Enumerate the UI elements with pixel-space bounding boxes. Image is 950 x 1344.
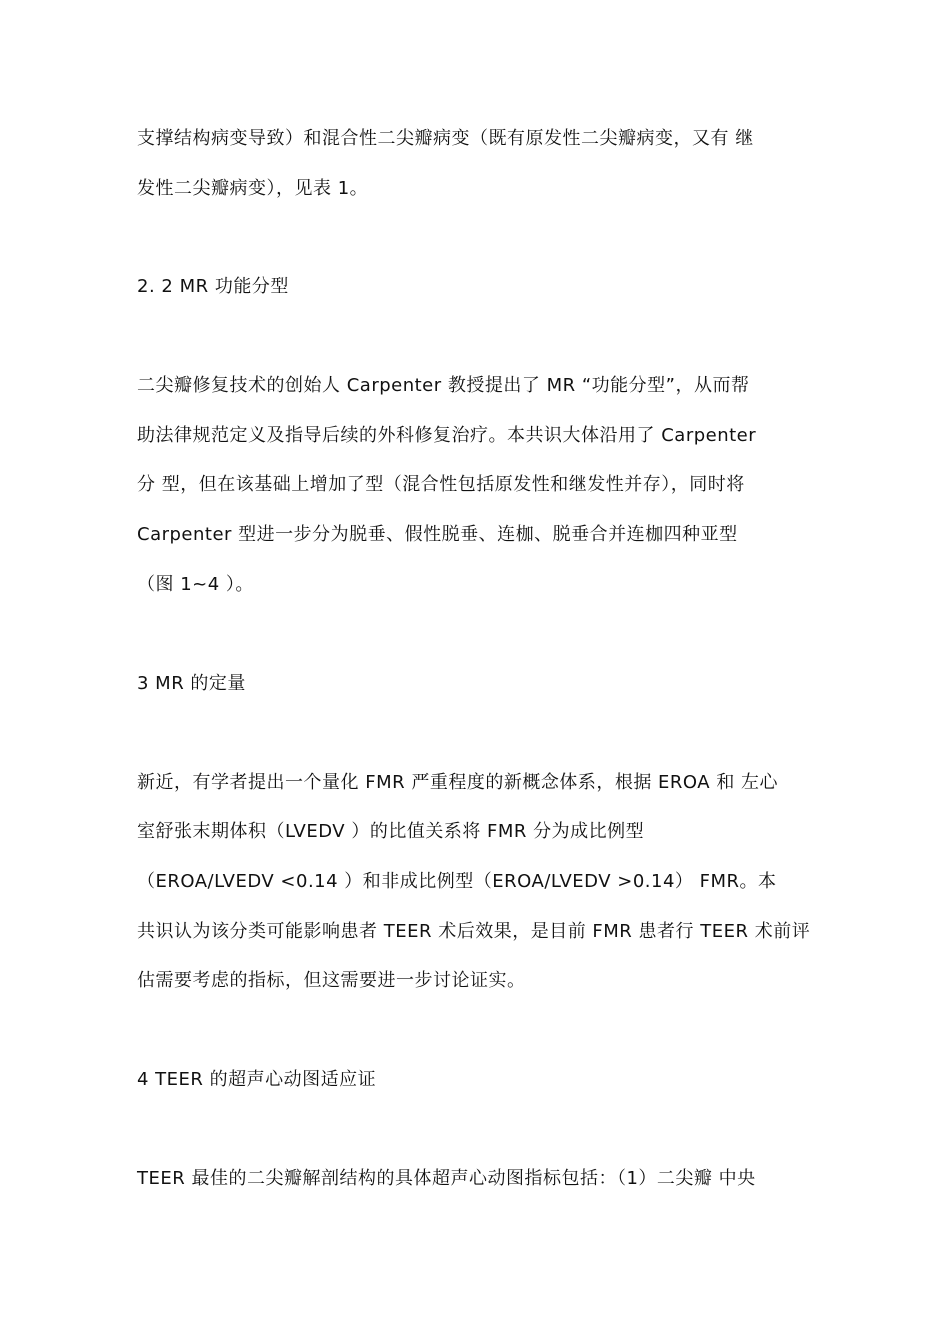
paragraph-line: 助法律规范定义及指导后续的外科修复治疗。本共识大体沿用了 Carpenter (137, 425, 757, 446)
paragraph-line: 发性二尖瓣病变），见表 1。 (137, 178, 369, 199)
section-heading-3: 3 MR 的定量 (137, 673, 246, 694)
paragraph-line: 支撑结构病变导致）和混合性二尖瓣病变（既有原发性二尖瓣病变，又有 继 (137, 128, 754, 149)
paragraph-line: TEER 最佳的二尖瓣解剖结构的具体超声心动图指标包括：（1）二尖瓣 中央 (137, 1168, 756, 1189)
paragraph-line: Carpenter 型进一步分为脱垂、假性脱垂、连枷、脱垂合并连枷四种亚型 (137, 524, 738, 545)
paragraph-line: 二尖瓣修复技术的创始人 Carpenter 教授提出了 MR “功能分型”，从而帮 (137, 375, 750, 396)
paragraph-line: 室舒张末期体积（LVEDV ）的比值关系将 FMR 分为成比例型 (137, 821, 645, 842)
paragraph-line: 估需要考虑的指标，但这需要进一步讨论证实。 (137, 970, 526, 991)
paragraph-line: （EROA/LVEDV <0.14 ）和非成比例型（EROA/LVEDV >0.14） FMR。本 (137, 871, 777, 892)
paragraph-line: 分 型，但在该基础上增加了型（混合性包括原发性和继发性并存），同时将 (137, 474, 745, 495)
paragraph-line: 新近，有学者提出一个量化 FMR 严重程度的新概念体系，根据 EROA 和 左心 (137, 772, 779, 793)
paragraph-line: （图 1~4 ）。 (137, 574, 254, 595)
paragraph-line: 共识认为该分类可能影响患者 TEER 术后效果，是目前 FMR 患者行 TEER 术前评 (137, 921, 811, 942)
section-heading-4: 4 TEER 的超声心动图适应证 (137, 1069, 377, 1090)
section-heading-2-2: 2. 2 MR 功能分型 (137, 276, 289, 297)
